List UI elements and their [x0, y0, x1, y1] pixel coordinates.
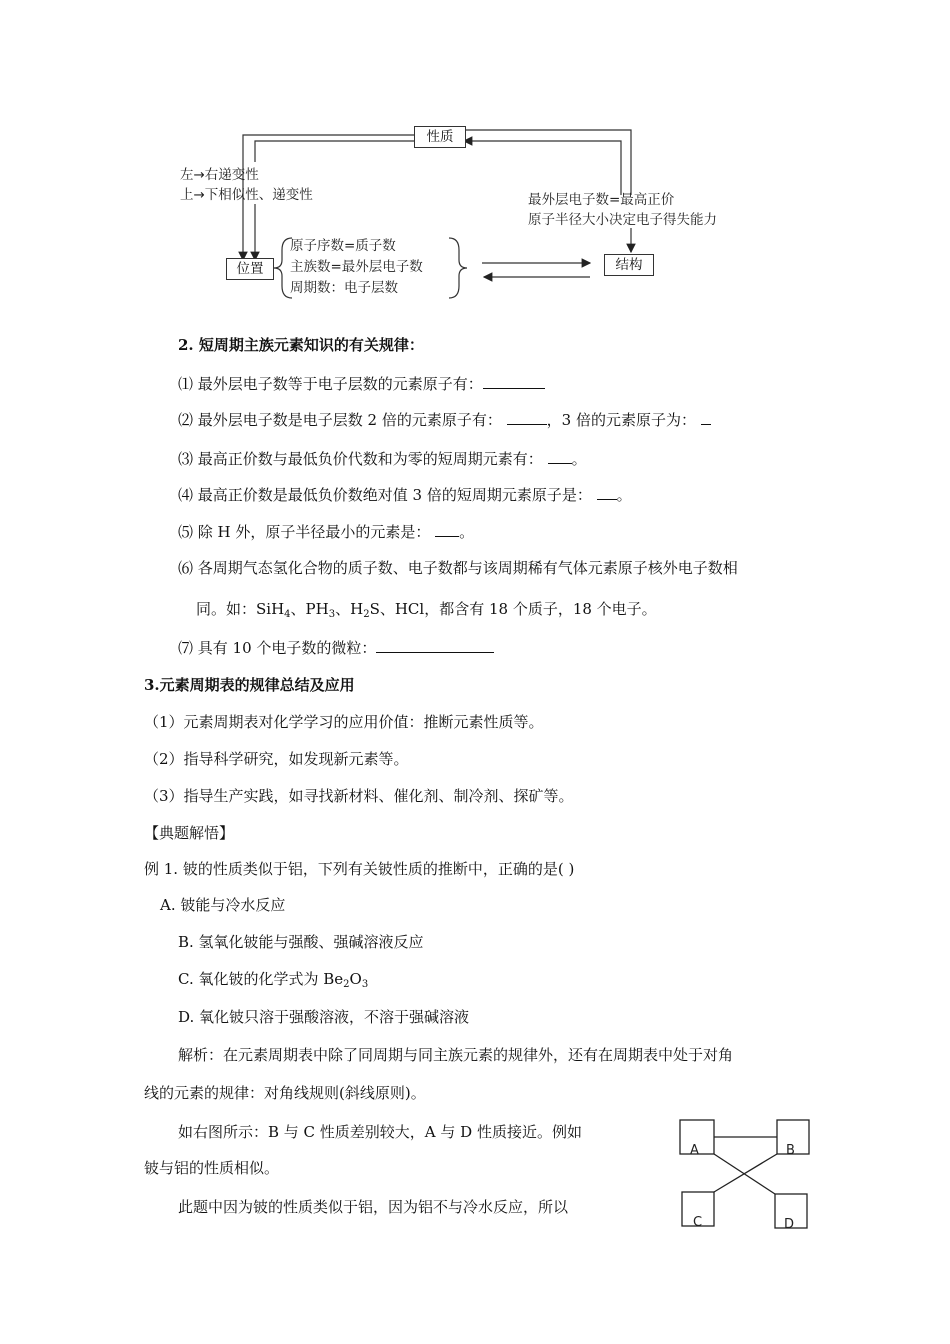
- option-d[interactable]: D. 氧化铍只溶于强酸溶液，不溶于强碱溶液: [178, 1008, 470, 1026]
- label-b: B: [786, 1143, 795, 1158]
- right-outer-line: [464, 130, 631, 195]
- option-a[interactable]: A. 铍能与冷水反应: [160, 896, 286, 914]
- option-b[interactable]: B. 氢氧化铍能与强酸、强碱溶液反应: [178, 933, 424, 951]
- left-label-2: 上→下相似性、递变性: [180, 187, 313, 203]
- label-a: A: [690, 1143, 699, 1158]
- analysis-line2: 线的元素的规律：对角线规则(斜线原则)。: [144, 1084, 426, 1102]
- rule-item-3: ⑶ 最高正价数与最低负价代数和为零的短周期元素有： 。: [178, 447, 587, 470]
- example-section-title: 【典题解悟】: [144, 824, 235, 842]
- answer-blank[interactable]: [597, 483, 617, 500]
- section3-p2: （2）指导科学研究，如发现新元素等。: [144, 750, 409, 768]
- label-c: C: [693, 1215, 703, 1230]
- section3-p3: （3）指导生产实践，如寻找新材料、催化剂、制冷剂、探矿等。: [144, 787, 574, 805]
- answer-blank[interactable]: [483, 372, 545, 389]
- section2-heading: 2. 短周期主族元素知识的有关规律：: [178, 336, 424, 354]
- left-inner-line: [255, 141, 414, 162]
- left-label-1: 左→右递变性: [180, 167, 259, 183]
- box-property: 性质: [414, 126, 466, 148]
- box-structure: 结构: [604, 254, 654, 276]
- answer-blank[interactable]: [548, 447, 572, 464]
- analysis-line1: 解析：在元素周期表中除了同周期与同主族元素的规律外，还有在周期表中处于对角: [178, 1046, 734, 1064]
- option-c[interactable]: C. 氧化铍的化学式为 $Be_2O_3$: [178, 970, 369, 990]
- rule-item-4: ⑷ 最高正价数是最低负价数绝对值 3 倍的短周期元素原子是： 。: [178, 483, 632, 506]
- answer-blank[interactable]: [435, 520, 459, 537]
- analysis-line4: 铍与铝的性质相似。: [144, 1159, 280, 1177]
- analysis-line3: 如右图所示：B 与 C 性质差别较大，A 与 D 性质接近。例如: [178, 1123, 582, 1141]
- rule-item-2: ⑵ 最外层电子数是电子层数 2 倍的元素原子有： ，3 倍的元素原子为：: [178, 408, 711, 431]
- rule-item-7: ⑺ 具有 10 个电子数的微粒：: [178, 636, 494, 659]
- answer-blank[interactable]: [507, 408, 547, 425]
- right-label-1: 最外层电子数=最高正价: [528, 192, 675, 208]
- rule-item-6-line2: 同。如：SiH$_4$、$PH_3$、$H_2S$、HCl，都含有 18 个质子，18 个电子。: [196, 600, 657, 620]
- answer-blank[interactable]: [701, 408, 711, 425]
- label-d: D: [784, 1217, 795, 1232]
- example-question: 例 1. 铍的性质类似于铝，下列有关铍性质的推断中，正确的是( ): [144, 860, 575, 878]
- rule-item-5: ⑸ 除 H 外，原子半径最小的元素是： 。: [178, 520, 474, 543]
- rule-item-1: ⑴ 最外层电子数等于电子层数的元素原子有：: [178, 372, 545, 395]
- brace-label-3: 周期数：电子层数: [290, 280, 398, 296]
- right-label-2: 原子半径大小决定电子得失能力: [528, 212, 717, 228]
- section3-p1: （1）元素周期表对化学学习的应用价值：推断元素性质等。: [144, 713, 544, 731]
- brace-label-1: 原子序数=质子数: [290, 238, 396, 254]
- right-inner-line: [464, 141, 621, 195]
- box-position: 位置: [226, 258, 274, 280]
- answer-blank[interactable]: [376, 636, 494, 653]
- analysis-line5: 此题中因为铍的性质类似于铝，因为铝不与冷水反应，所以: [178, 1198, 569, 1216]
- right-brace: [449, 238, 467, 298]
- brace-label-2: 主族数=最外层电子数: [290, 259, 423, 275]
- section3-heading: 3.元素周期表的规律总结及应用: [144, 676, 355, 694]
- rule-item-6-line1: ⑹ 各周期气态氢化合物的质子数、电子数都与该周期稀有气体元素原子核外电子数相: [178, 559, 738, 577]
